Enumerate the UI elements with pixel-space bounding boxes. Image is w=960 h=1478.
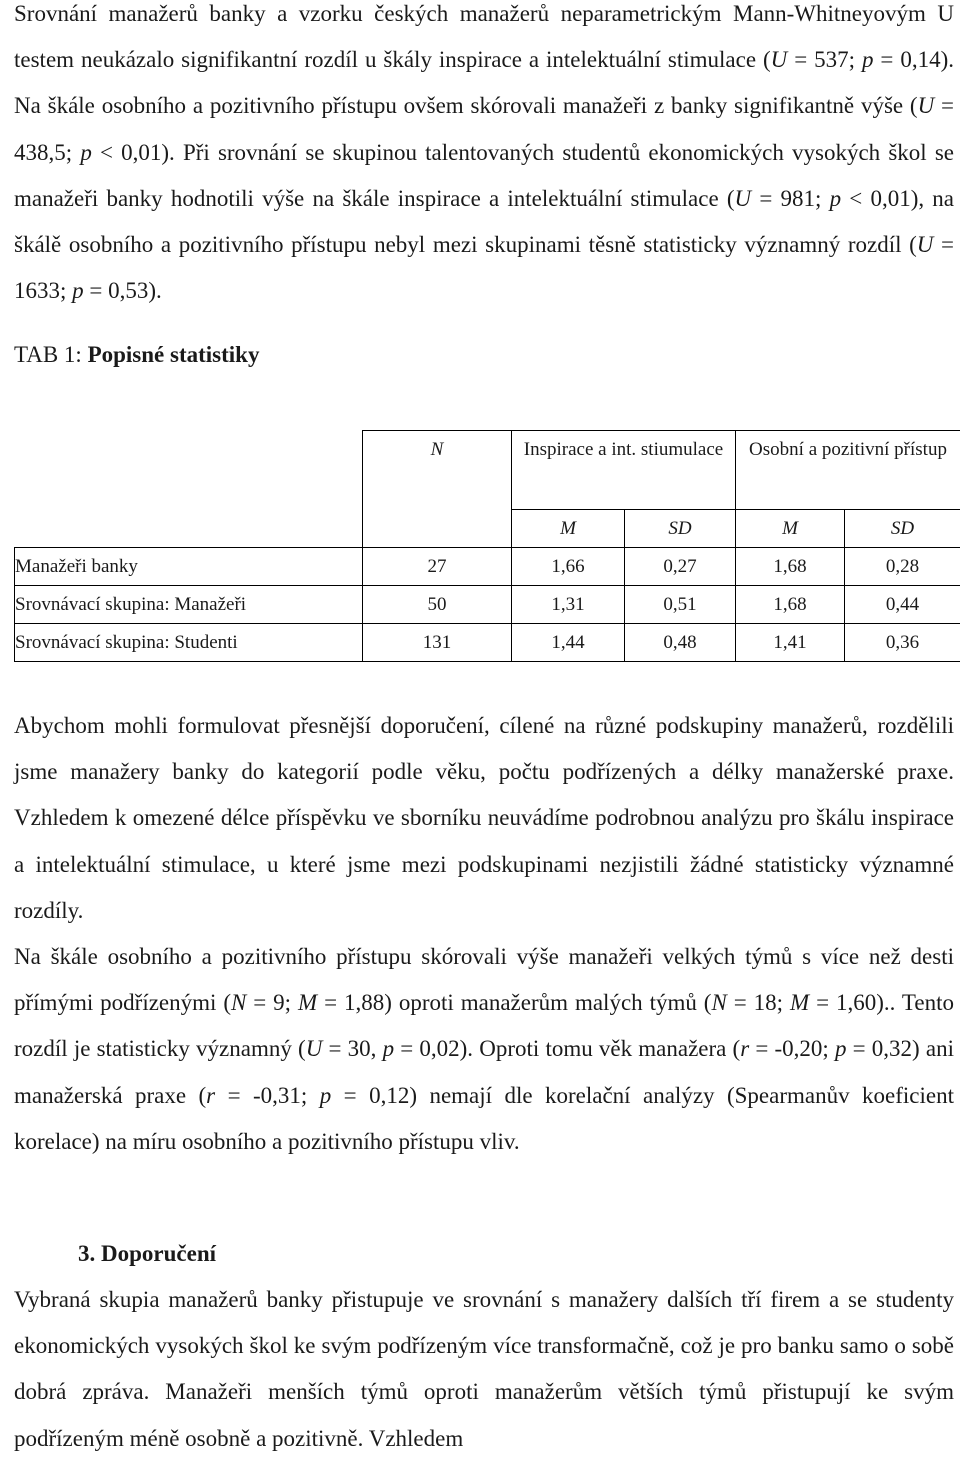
cell-sd1: 0,48 bbox=[625, 624, 736, 662]
row-label: Srovnávací skupina: Manažeři bbox=[15, 586, 363, 624]
stat-symbol: U bbox=[734, 185, 752, 211]
caption-prefix: TAB 1: bbox=[14, 342, 88, 368]
cell-sd1: 0,27 bbox=[625, 548, 736, 586]
header-group-osobni: Osobní a pozitivní přístup bbox=[736, 431, 960, 510]
text-run: Na škále osobního a pozitivního přístupu skórovali výše manažeři velkých týmů s více než desti přímými podřízenými ( bbox=[14, 944, 954, 1016]
text-run: = 18; bbox=[726, 990, 790, 1016]
stat-symbol: N bbox=[711, 990, 727, 1016]
subheader-m: M bbox=[512, 510, 625, 548]
section-heading: 3. Doporučení bbox=[78, 1241, 216, 1267]
text-run: = 1,60).. Tento rozdíl je statisticky významný ( bbox=[14, 990, 954, 1062]
section-paragraph: Vybraná skupia manažerů banky přistupuje ve srovnání s manažery dalších tří firem a se studenty ekonomických vysokých škol ke svým podřízeným více transformačně, což je pro banku samo o sobě dobrá zpráva. Manažeři menších týmů oproti manažerům větších týmů přistupují ke svým podřízeným méně osobně a pozitivně. Vzhledem bbox=[14, 1287, 954, 1451]
paragraph-results bbox=[14, 934, 954, 1165]
table-header-row bbox=[15, 431, 960, 510]
text-run: = 438,5; bbox=[14, 93, 954, 165]
caption-title: Popisné statistiky bbox=[87, 342, 260, 368]
table-row bbox=[15, 548, 960, 586]
stat-symbol: p bbox=[319, 1082, 332, 1108]
text-run: = -0,31; bbox=[215, 1082, 320, 1108]
cell-m1: 1,31 bbox=[512, 586, 625, 624]
stat-symbol: U bbox=[770, 47, 788, 73]
stat-symbol: U bbox=[916, 232, 934, 258]
text-run: Srovnání manažerů banky a vzorku českých manažerů neparametrickým Mann-Whitneyovým U testem neukázalo signifikantní rozdíl u škály inspirace a intelektuální stimulace ( bbox=[14, 1, 954, 73]
stat-symbol: p bbox=[834, 1036, 847, 1062]
text-run: = 0,14). Na škále osobního a pozitivního přístupu ovšem skórovali manažeři z banky signifikantně výše ( bbox=[14, 47, 955, 119]
row-label: Manažeři banky bbox=[15, 548, 363, 586]
intro-paragraph bbox=[14, 0, 954, 314]
text-run: < 0,01), na škálě osobního a pozitivního přístupu nebyl mezi skupinami těsně statisticky významný rozdíl ( bbox=[14, 185, 954, 258]
table-row bbox=[15, 586, 960, 624]
stat-symbol: p bbox=[829, 185, 842, 211]
stat-symbol: p bbox=[861, 47, 874, 73]
table-caption bbox=[14, 332, 954, 378]
stat-symbol: p bbox=[72, 278, 84, 304]
cell-sd2: 0,44 bbox=[845, 586, 960, 624]
header-n: N bbox=[363, 431, 512, 548]
body-after-table bbox=[14, 703, 954, 1462]
cell-n: 27 bbox=[363, 548, 512, 586]
row-label: Srovnávací skupina: Studenti bbox=[15, 624, 363, 662]
stat-symbol: M bbox=[298, 990, 318, 1016]
text-run: = 0,53). bbox=[83, 278, 162, 304]
cell-m2: 1,68 bbox=[736, 586, 845, 624]
text-run: = 9; bbox=[246, 990, 299, 1016]
cell-sd1: 0,51 bbox=[625, 586, 736, 624]
table-row bbox=[15, 624, 960, 662]
cell-m2: 1,41 bbox=[736, 624, 845, 662]
text-run: = 1633; bbox=[14, 232, 954, 304]
stat-symbol: N bbox=[231, 990, 247, 1016]
header-group-inspirace: Inspirace a int. stiumulace bbox=[512, 431, 736, 510]
cell-n: 131 bbox=[363, 624, 512, 662]
cell-sd2: 0,36 bbox=[845, 624, 960, 662]
paragraph-podskupiny: Abychom mohli formulovat přesnější doporučení, cílené na různé podskupiny manažerů, rozdělili jsme manažery banky do kategorií podle věku, počtu podřízených a délky manažerské praxe. Vzhledem k omezené délce příspěvku ve sborníku neuvádíme podrobnou analýzu pro škálu inspirace a intelektuální stimulace, u které jsme mezi podskupinami nezjistili žádné statisticky významné rozdíly. bbox=[14, 713, 954, 923]
text-run: = 0,12) nemají dle korelační analýzy (Spearmanův koeficient korelace) na míru osobního a pozitivního přístupu vliv. bbox=[14, 1082, 955, 1154]
stat-symbol: r bbox=[740, 1036, 750, 1062]
stat-symbol: r bbox=[206, 1082, 216, 1108]
text-run: = 30, bbox=[322, 1036, 383, 1062]
text-run: < 0,01). Při srovnání se skupinou talentovaných studentů ekonomických vysokých škol se manažeři banky hodnotili výše na škále inspirace a intelektuální stimulace ( bbox=[14, 139, 954, 211]
text-run: = 981; bbox=[751, 185, 830, 211]
text-run: = 0,02). Oproti tomu věk manažera ( bbox=[394, 1036, 741, 1062]
document-page bbox=[14, 0, 955, 1451]
stat-symbol: p bbox=[80, 139, 92, 165]
subheader-sd: SD bbox=[625, 510, 736, 548]
cell-m1: 1,66 bbox=[512, 548, 625, 586]
text-run: = 0,32) ani manažerská praxe ( bbox=[14, 1036, 954, 1108]
cell-sd2: 0,28 bbox=[845, 548, 960, 586]
text-run: = 537; bbox=[787, 47, 862, 73]
header-blank-cell bbox=[15, 431, 363, 548]
stats-table bbox=[14, 430, 960, 662]
stat-symbol: U bbox=[917, 93, 935, 119]
stat-symbol: U bbox=[305, 1036, 323, 1062]
text-run: = -0,20; bbox=[749, 1036, 835, 1062]
cell-m2: 1,68 bbox=[736, 548, 845, 586]
subheader-sd: SD bbox=[845, 510, 960, 548]
stat-symbol: M bbox=[789, 990, 810, 1016]
stat-symbol: p bbox=[382, 1036, 395, 1062]
cell-n: 50 bbox=[363, 586, 512, 624]
subheader-m: M bbox=[736, 510, 845, 548]
cell-m1: 1,44 bbox=[512, 624, 625, 662]
text-run: = 1,88) oproti manažerům malých týmů ( bbox=[317, 990, 712, 1016]
